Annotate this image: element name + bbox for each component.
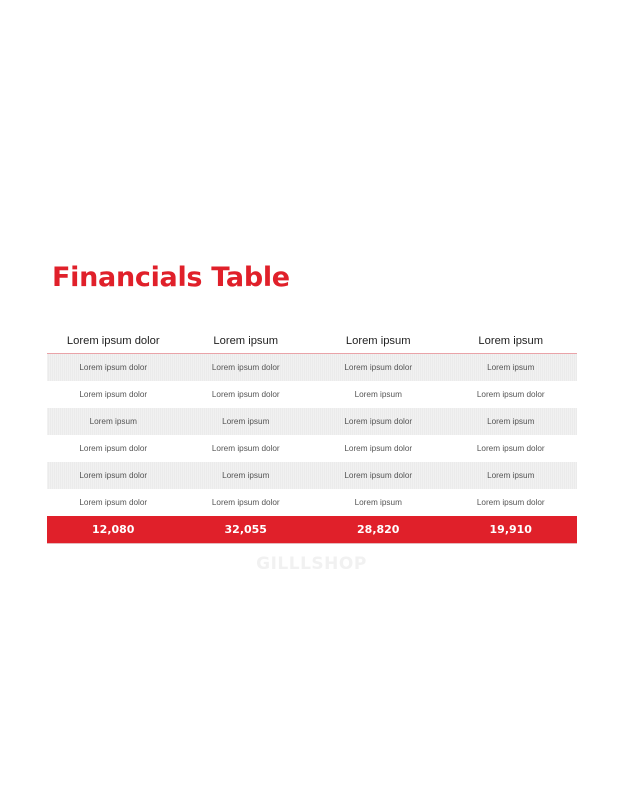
financials-table [47, 328, 577, 544]
table-bottom-divider [47, 543, 577, 544]
page-title: Financials Table [52, 262, 290, 293]
table-cell: Lorem ipsum [487, 417, 535, 426]
total-value: 28,820 [357, 523, 400, 536]
table-cell: Lorem ipsum dolor [344, 363, 413, 372]
table-cell: Lorem ipsum dolor [344, 417, 413, 426]
table-cell: Lorem ipsum dolor [344, 471, 413, 480]
table-cell: Lorem ipsum dolor [211, 498, 280, 507]
total-value: 32,055 [224, 523, 267, 536]
table-cell: Lorem ipsum dolor [476, 390, 545, 399]
watermark: GILLLSHOP [256, 554, 367, 574]
table-header-row [47, 328, 577, 354]
table-cell: Lorem ipsum [487, 363, 535, 372]
table-cell: Lorem ipsum dolor [79, 363, 148, 372]
table-cell: Lorem ipsum dolor [344, 444, 413, 453]
table-cell: Lorem ipsum dolor [79, 444, 148, 453]
table-cell: Lorem ipsum [89, 417, 137, 426]
table-cell: Lorem ipsum dolor [476, 498, 545, 507]
table-cell: Lorem ipsum [354, 390, 402, 399]
totals-row [47, 516, 577, 543]
column-header: Lorem ipsum [478, 334, 544, 347]
table-cell: Lorem ipsum dolor [79, 390, 148, 399]
table-cell: Lorem ipsum dolor [79, 471, 148, 480]
total-value: 19,910 [489, 523, 532, 536]
table-row [47, 408, 577, 435]
table-cell: Lorem ipsum [222, 417, 270, 426]
column-header: Lorem ipsum dolor [66, 334, 160, 347]
table-cell: Lorem ipsum dolor [211, 363, 280, 372]
table-cell: Lorem ipsum dolor [211, 390, 280, 399]
table-row [47, 381, 577, 408]
table-row [47, 462, 577, 489]
column-header: Lorem ipsum [213, 334, 279, 347]
total-value: 12,080 [92, 523, 135, 536]
table-cell: Lorem ipsum [354, 498, 402, 507]
table-cell: Lorem ipsum [487, 471, 535, 480]
table-row [47, 489, 577, 516]
column-header: Lorem ipsum [345, 334, 411, 347]
table-cell: Lorem ipsum [222, 471, 270, 480]
table-row [47, 354, 577, 381]
table-cell: Lorem ipsum dolor [211, 444, 280, 453]
table-row [47, 435, 577, 462]
table-cell: Lorem ipsum dolor [476, 444, 545, 453]
table-cell: Lorem ipsum dolor [79, 498, 148, 507]
